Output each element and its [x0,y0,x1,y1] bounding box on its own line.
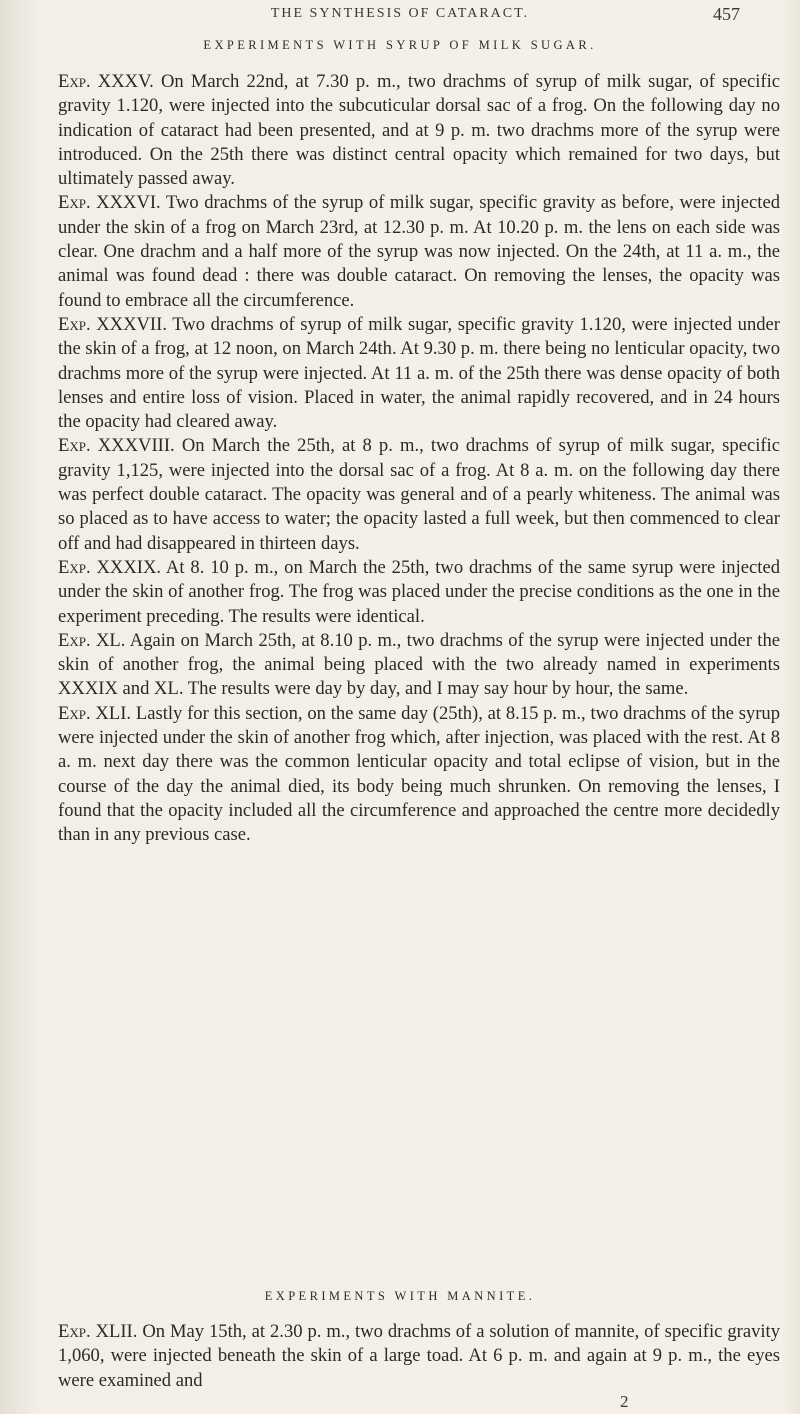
experiment-text: Lastly for this section, on the same day (25th), at 8.15 p. m., two drachms of the syrup were injected under the skin of another frog which, after injection, was placed with the rest. At 8 a. m. next day there was the common lenticular opacity and total eclipse of vision, but in the course of the day the animal died, its body being much shrunken. On removing the lenses, I found that the opacity included all the circumference and approached the centre more decidedly than in any previous case. [58,702,781,846]
experiment-paragraph [58,70,780,191]
experiment-paragraph [58,629,780,702]
experiment-paragraph [58,191,780,312]
experiment-label: Exp. XXXVI. [58,192,161,214]
running-head [0,6,800,28]
page-number: 457 [713,4,740,24]
experiment-paragraph [58,434,780,555]
experiment-text: On March the 25th, at 8 p. m., two drachms of syrup of milk sugar, specific gravity 1,125, were injected into the dorsal sac of a frog. At 8 a. m. on the following day there was perfect double cataract. The opacity was general and of a pearly whiteness. The animal was so placed as to have access to water; the opacity lasted a full week, but then commenced to clear off and had disappeared in thirteen days. [58,435,780,554]
running-title: THE SYNTHESIS OF CATARACT. [270,6,530,21]
experiment-text: Two drachms of syrup of milk sugar, specific gravity 1.120, were injected under the skin of a frog, at 12 noon, on March 24th. At 9.30 p. m. there being no lenticular opacity, two drachms more of the syrup were injected. At 11 a. m. of the 25th there was dense opacity of both lenses and entire loss of vision. Placed in water, the animal rapidly recovered, and in 24 hours the opacity had cleared away. [58,313,780,433]
signature-mark: 2 [620,1392,629,1411]
experiment-label: Exp. XXXV. [58,71,154,92]
experiment-paragraph [58,556,780,629]
experiment-text: Again on March 25th, at 8.10 p. m., two drachms of the syrup were injected under the skin of another frog, the animal being placed with the two already named in experiments XXXIX and XL. The results were day by day, and I may say hour by hour, the same. [58,629,781,700]
experiment-paragraph [58,702,780,848]
experiment-text: On March 22nd, at 7.30 p. m., two drachms of syrup of milk sugar, of specific gravity 1.120, were injected into the subcuticular dorsal sac of a frog. On the following day no indication of cataract had been presented, and at 9 p. m. two drachms more of the syrup were introduced. On the 25th there was distinct central opacity which remained for two days, but ultimately passed away. [58,71,780,190]
section-heading-milk-sugar: EXPERIMENTS WITH SYRUP OF MILK SUGAR. [203,38,597,52]
experiment-label: Exp. XLI. [58,702,132,724]
milk-sugar-experiments [58,70,780,848]
section-heading-mannite: EXPERIMENTS WITH MANNITE. [264,1289,536,1303]
experiment-paragraph [58,313,780,434]
experiment-paragraph [58,1320,780,1393]
mannite-experiments [58,1320,780,1393]
experiment-label: Exp. XL. [58,629,126,651]
experiment-label: Exp. XXXVIII. [58,435,175,457]
experiment-text: On May 15th, at 2.30 p. m., two drachms of a solution of mannite, of specific gravity 1,060, were injected beneath the skin of a large toad. At 6 p. m. and again at 9 p. m., the eyes were examined and [58,1321,780,1391]
experiment-label: Exp. XXXVII. [58,313,167,335]
experiment-text: At 8. 10 p. m., on March the 25th, two drachms of the same syrup were injected under the skin of another frog. The frog was placed under the precise conditions as the one in the experiment preceding. The results were identical. [58,556,780,627]
experiment-label: Exp. XLII. [58,1321,138,1342]
experiment-text: Two drachms of the syrup of milk sugar, specific gravity as before, were injected under the skin of a frog on March 23rd, at 12.30 p. m. At 10.20 p. m. the lens on each side was clear. One drachm and a half more of the syrup was now injected. On the 24th, at 11 a. m., the animal was found dead : there was double cataract. On removing the lenses, the opacity was found to embrace all the circumference. [58,192,781,311]
experiment-label: Exp. XXXIX. [58,556,162,578]
